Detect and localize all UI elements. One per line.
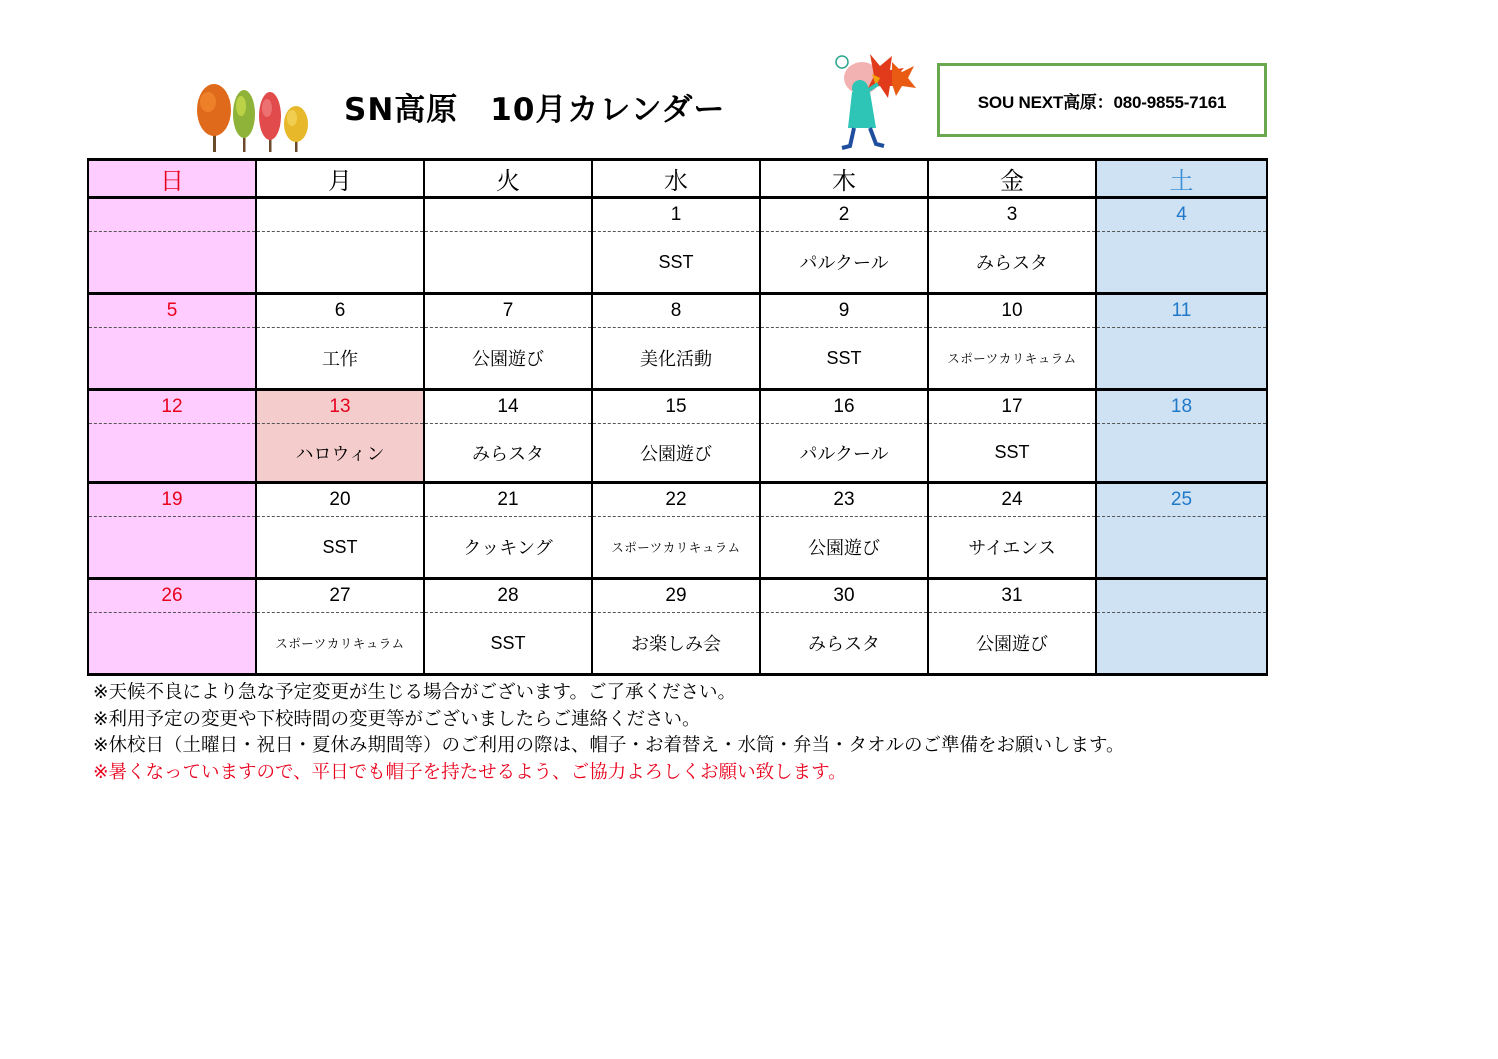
autumn-trees-icon — [196, 82, 312, 154]
event-cell: 美化活動 — [592, 328, 760, 390]
date-cell: 23 — [760, 483, 928, 517]
date-cell: 6 — [256, 294, 424, 328]
date-cell: 30 — [760, 579, 928, 613]
weekday-monday: 月 — [256, 160, 424, 198]
event-cell: スポーツカリキュラム — [928, 328, 1096, 390]
date-cell: 7 — [424, 294, 592, 328]
date-cell: 14 — [424, 390, 592, 424]
date-cell: 10 — [928, 294, 1096, 328]
event-cell — [760, 328, 928, 390]
event-cell — [1096, 328, 1267, 390]
event-cell: スポーツカリキュラム — [256, 613, 424, 675]
event-cell: 公園遊び — [592, 424, 760, 483]
date-cell: 9 — [760, 294, 928, 328]
date-cell: 5 — [88, 294, 256, 328]
event-cell — [1096, 517, 1267, 579]
event-cell — [88, 232, 256, 294]
event-cell — [88, 613, 256, 675]
event-cell: 公園遊び — [424, 328, 592, 390]
date-cell: 1 — [592, 198, 760, 232]
event-cell: パルクール — [760, 424, 928, 483]
date-cell: 25 — [1096, 483, 1267, 517]
event-cell: スポーツカリキュラム — [592, 517, 760, 579]
date-cell: 15 — [592, 390, 760, 424]
note-school-holiday: ※休校日（土曜日・祝日・夏休み期間等）のご利用の際は、帽子・お着替え・水筒・弁当・タオルのご準備をお願いします。 — [93, 735, 1125, 756]
week-4-dates — [88, 483, 1267, 517]
date-cell: 17 — [928, 390, 1096, 424]
weekday-saturday: 土 — [1096, 160, 1267, 198]
date-cell — [1096, 579, 1267, 613]
event-cell: パルクール — [760, 232, 928, 294]
week-2-dates — [88, 294, 1267, 328]
notes-section — [93, 680, 1125, 786]
date-cell: 31 — [928, 579, 1096, 613]
event-cell — [928, 424, 1096, 483]
event-cell — [592, 232, 760, 294]
date-cell: 20 — [256, 483, 424, 517]
event-label: SST — [994, 442, 1030, 462]
date-cell: 2 — [760, 198, 928, 232]
event-cell: 工作 — [256, 328, 424, 390]
weekday-header-row — [88, 160, 1267, 198]
event-cell: サイエンス — [928, 517, 1096, 579]
week-5-events — [88, 613, 1267, 675]
weekday-thursday: 木 — [760, 160, 928, 198]
event-cell — [1096, 613, 1267, 675]
event-cell: みらスタ — [928, 232, 1096, 294]
event-cell — [88, 517, 256, 579]
contact-box — [937, 63, 1267, 137]
child-with-leaves-icon — [832, 48, 918, 152]
page-title: SN高原 10月カレンダー — [344, 92, 726, 128]
event-cell — [424, 232, 592, 294]
week-3-events — [88, 424, 1267, 483]
event-cell: みらスタ — [760, 613, 928, 675]
weekday-wednesday: 水 — [592, 160, 760, 198]
holiday-date-cell: 13 — [256, 390, 424, 424]
event-cell: クッキング — [424, 517, 592, 579]
date-cell: 3 — [928, 198, 1096, 232]
week-4-events — [88, 517, 1267, 579]
week-1-events — [88, 232, 1267, 294]
weekday-friday: 金 — [928, 160, 1096, 198]
date-cell — [256, 198, 424, 232]
date-cell: 11 — [1096, 294, 1267, 328]
weekday-sunday: 日 — [88, 160, 256, 198]
event-cell — [88, 424, 256, 483]
event-label: SST — [322, 536, 358, 557]
date-cell — [424, 198, 592, 232]
note-weather: ※天候不良により急な予定変更が生じる場合がございます。ご了承ください。 — [93, 682, 737, 703]
event-cell — [1096, 424, 1267, 483]
date-cell: 22 — [592, 483, 760, 517]
event-label: SST — [658, 251, 694, 272]
note-schedule-change: ※利用予定の変更や下校時間の変更等がございましたらご連絡ください。 — [93, 708, 701, 730]
date-cell: 19 — [88, 483, 256, 517]
date-cell: 8 — [592, 294, 760, 328]
event-label: SST — [490, 632, 526, 653]
event-cell — [1096, 232, 1267, 294]
date-cell: 16 — [760, 390, 928, 424]
week-1-dates — [88, 198, 1267, 232]
event-cell — [256, 517, 424, 579]
event-cell — [424, 613, 592, 675]
event-label: SST — [826, 347, 862, 368]
event-cell: お楽しみ会 — [592, 613, 760, 675]
event-cell — [256, 232, 424, 294]
event-cell — [88, 328, 256, 390]
week-5-dates — [88, 579, 1267, 613]
week-2-events — [88, 328, 1267, 390]
date-cell: 29 — [592, 579, 760, 613]
event-cell: みらスタ — [424, 424, 592, 483]
date-cell: 4 — [1096, 198, 1267, 232]
date-cell: 28 — [424, 579, 592, 613]
weekday-tuesday: 火 — [424, 160, 592, 198]
date-cell: 18 — [1096, 390, 1267, 424]
holiday-event-cell: ハロウィン — [256, 424, 424, 483]
date-cell: 12 — [88, 390, 256, 424]
contact-phone: SOU NEXT高原：080-9855-7161 — [977, 92, 1227, 112]
week-3-dates — [88, 390, 1267, 424]
note-heat-warning: ※暑くなっていますので、平日でも帽子を持たせるよう、ご協力よろしくお願い致します。 — [93, 761, 847, 783]
date-cell: 21 — [424, 483, 592, 517]
date-cell: 24 — [928, 483, 1096, 517]
date-cell: 26 — [88, 579, 256, 613]
event-cell: 公園遊び — [928, 613, 1096, 675]
event-cell: 公園遊び — [760, 517, 928, 579]
date-cell: 27 — [256, 579, 424, 613]
date-cell — [88, 198, 256, 232]
calendar-table — [87, 158, 1268, 676]
